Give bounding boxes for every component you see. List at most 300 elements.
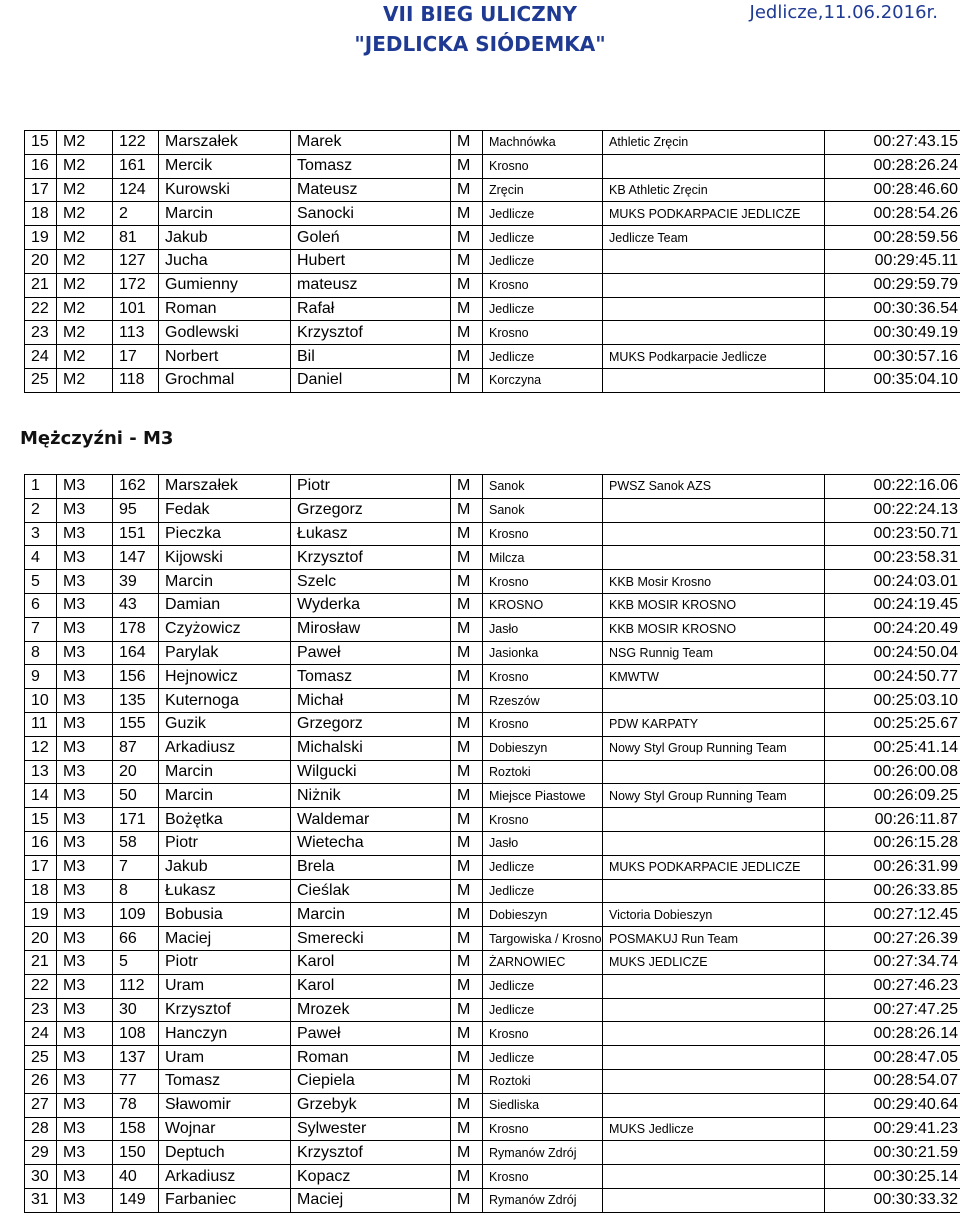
- city-cell: Jasło: [483, 831, 603, 855]
- firstname-cell: Roman: [291, 1046, 451, 1070]
- result-row: [25, 368, 960, 392]
- place-cell: 15: [25, 131, 57, 155]
- bib-cell: 109: [113, 903, 159, 927]
- club-cell: POSMAKUJ Run Team: [603, 927, 825, 951]
- sex-cell: M: [451, 570, 483, 594]
- firstname-cell: Wilgucki: [291, 760, 451, 784]
- surname-cell: Marcin: [159, 570, 291, 594]
- result-row: [25, 665, 960, 689]
- sex-cell: M: [451, 368, 483, 392]
- time-cell: 00:22:16.06: [825, 475, 960, 499]
- time-cell: 00:29:59.79: [825, 273, 960, 297]
- place-cell: 7: [25, 617, 57, 641]
- result-row: [25, 1093, 960, 1117]
- title-line-1: VII BIEG ULICZNY: [383, 2, 577, 26]
- bib-cell: 78: [113, 1093, 159, 1117]
- surname-cell: Arkadiusz: [159, 736, 291, 760]
- category-cell: M2: [57, 297, 113, 321]
- category-cell: M3: [57, 927, 113, 951]
- firstname-cell: Mrozek: [291, 998, 451, 1022]
- bib-cell: 178: [113, 617, 159, 641]
- club-cell: NSG Runnig Team: [603, 641, 825, 665]
- city-cell: Rymanów Zdrój: [483, 1188, 603, 1212]
- sex-cell: M: [451, 593, 483, 617]
- firstname-cell: Sylwester: [291, 1117, 451, 1141]
- bib-cell: 40: [113, 1165, 159, 1189]
- city-cell: Jedlicze: [483, 998, 603, 1022]
- surname-cell: Marcin: [159, 760, 291, 784]
- city-cell: ŻARNOWIEC: [483, 950, 603, 974]
- city-cell: Krosno: [483, 665, 603, 689]
- club-cell: [603, 1141, 825, 1165]
- category-cell: M3: [57, 712, 113, 736]
- time-cell: 00:24:20.49: [825, 617, 960, 641]
- firstname-cell: Daniel: [291, 368, 451, 392]
- firstname-cell: Wietecha: [291, 831, 451, 855]
- club-cell: [603, 760, 825, 784]
- bib-cell: 77: [113, 1069, 159, 1093]
- category-cell: M3: [57, 475, 113, 499]
- place-cell: 31: [25, 1188, 57, 1212]
- result-row: [25, 808, 960, 832]
- sex-cell: M: [451, 546, 483, 570]
- bib-cell: 124: [113, 178, 159, 202]
- result-row: [25, 202, 960, 226]
- surname-cell: Piotr: [159, 831, 291, 855]
- category-cell: M2: [57, 154, 113, 178]
- place-cell: 8: [25, 641, 57, 665]
- bib-cell: 8: [113, 879, 159, 903]
- time-cell: 00:27:34.74: [825, 950, 960, 974]
- club-cell: PWSZ Sanok AZS: [603, 475, 825, 499]
- sex-cell: M: [451, 321, 483, 345]
- bib-cell: 171: [113, 808, 159, 832]
- bib-cell: 122: [113, 131, 159, 155]
- surname-cell: Tomasz: [159, 1069, 291, 1093]
- sex-cell: M: [451, 903, 483, 927]
- place-cell: 16: [25, 831, 57, 855]
- sex-cell: M: [451, 808, 483, 832]
- firstname-cell: Kopacz: [291, 1165, 451, 1189]
- category-cell: M3: [57, 808, 113, 832]
- surname-cell: Marszałek: [159, 475, 291, 499]
- result-row: [25, 855, 960, 879]
- club-cell: [603, 1022, 825, 1046]
- category-cell: M2: [57, 178, 113, 202]
- club-cell: MUKS Podkarpacie Jedlicze: [603, 345, 825, 369]
- bib-cell: 172: [113, 273, 159, 297]
- firstname-cell: Brela: [291, 855, 451, 879]
- result-row: [25, 297, 960, 321]
- firstname-cell: Smerecki: [291, 927, 451, 951]
- club-cell: [603, 974, 825, 998]
- bib-cell: 147: [113, 546, 159, 570]
- result-row: [25, 689, 960, 713]
- sex-cell: M: [451, 1022, 483, 1046]
- city-cell: Miejsce Piastowe: [483, 784, 603, 808]
- firstname-cell: Szelc: [291, 570, 451, 594]
- time-cell: 00:24:03.01: [825, 570, 960, 594]
- sex-cell: M: [451, 1165, 483, 1189]
- place-cell: 26: [25, 1069, 57, 1093]
- sex-cell: M: [451, 879, 483, 903]
- club-cell: MUKS Jedlicze: [603, 1117, 825, 1141]
- category-cell: M3: [57, 1022, 113, 1046]
- surname-cell: Deptuch: [159, 1141, 291, 1165]
- place-cell: 13: [25, 760, 57, 784]
- category-cell: M3: [57, 641, 113, 665]
- club-cell: [603, 498, 825, 522]
- result-row: [25, 1141, 960, 1165]
- result-row: [25, 154, 960, 178]
- club-cell: [603, 522, 825, 546]
- sex-cell: M: [451, 345, 483, 369]
- sex-cell: M: [451, 736, 483, 760]
- place-cell: 19: [25, 226, 57, 250]
- club-cell: Athletic Zręcin: [603, 131, 825, 155]
- place-cell: 27: [25, 1093, 57, 1117]
- city-cell: Krosno: [483, 522, 603, 546]
- bib-cell: 108: [113, 1022, 159, 1046]
- sex-cell: M: [451, 297, 483, 321]
- surname-cell: Jakub: [159, 855, 291, 879]
- city-cell: Krosno: [483, 808, 603, 832]
- time-cell: 00:27:12.45: [825, 903, 960, 927]
- bib-cell: 127: [113, 249, 159, 273]
- club-cell: KKB MOSIR KROSNO: [603, 617, 825, 641]
- result-row: [25, 345, 960, 369]
- city-cell: Roztoki: [483, 760, 603, 784]
- category-cell: M3: [57, 736, 113, 760]
- firstname-cell: Grzegorz: [291, 498, 451, 522]
- category-cell: M3: [57, 1165, 113, 1189]
- club-cell: [603, 297, 825, 321]
- category-cell: M2: [57, 249, 113, 273]
- result-row: [25, 831, 960, 855]
- surname-cell: Fedak: [159, 498, 291, 522]
- sex-cell: M: [451, 498, 483, 522]
- category-cell: M3: [57, 831, 113, 855]
- sex-cell: M: [451, 273, 483, 297]
- sex-cell: M: [451, 760, 483, 784]
- bib-cell: 81: [113, 226, 159, 250]
- surname-cell: Kuternoga: [159, 689, 291, 713]
- place-cell: 9: [25, 665, 57, 689]
- time-cell: 00:23:58.31: [825, 546, 960, 570]
- surname-cell: Godlewski: [159, 321, 291, 345]
- result-row: [25, 760, 960, 784]
- category-cell: M2: [57, 202, 113, 226]
- city-cell: Roztoki: [483, 1069, 603, 1093]
- result-row: [25, 273, 960, 297]
- place-cell: 25: [25, 368, 57, 392]
- city-cell: Krosno: [483, 1117, 603, 1141]
- results-table-m2: [24, 130, 960, 393]
- firstname-cell: Ciepiela: [291, 1069, 451, 1093]
- result-row: [25, 736, 960, 760]
- place-cell: 22: [25, 974, 57, 998]
- result-row: [25, 498, 960, 522]
- category-cell: M3: [57, 617, 113, 641]
- club-cell: [603, 1165, 825, 1189]
- sex-cell: M: [451, 617, 483, 641]
- result-row: [25, 903, 960, 927]
- time-cell: 00:26:09.25: [825, 784, 960, 808]
- bib-cell: 39: [113, 570, 159, 594]
- bib-cell: 137: [113, 1046, 159, 1070]
- time-cell: 00:26:11.87: [825, 808, 960, 832]
- firstname-cell: Grzebyk: [291, 1093, 451, 1117]
- place-cell: 16: [25, 154, 57, 178]
- place-cell: 19: [25, 903, 57, 927]
- time-cell: 00:28:54.26: [825, 202, 960, 226]
- place-cell: 17: [25, 855, 57, 879]
- firstname-cell: Hubert: [291, 249, 451, 273]
- city-cell: Krosno: [483, 154, 603, 178]
- category-cell: M3: [57, 498, 113, 522]
- category-cell: M3: [57, 950, 113, 974]
- category-cell: M2: [57, 273, 113, 297]
- club-cell: [603, 831, 825, 855]
- bib-cell: 50: [113, 784, 159, 808]
- result-row: [25, 522, 960, 546]
- firstname-cell: Krzysztof: [291, 321, 451, 345]
- result-row: [25, 178, 960, 202]
- surname-cell: Uram: [159, 1046, 291, 1070]
- sex-cell: M: [451, 974, 483, 998]
- bib-cell: 151: [113, 522, 159, 546]
- category-cell: M2: [57, 226, 113, 250]
- result-row: [25, 1022, 960, 1046]
- category-cell: M3: [57, 546, 113, 570]
- club-cell: [603, 879, 825, 903]
- surname-cell: Marszałek: [159, 131, 291, 155]
- result-row: [25, 1165, 960, 1189]
- result-row: [25, 131, 960, 155]
- bib-cell: 2: [113, 202, 159, 226]
- surname-cell: Damian: [159, 593, 291, 617]
- firstname-cell: Łukasz: [291, 522, 451, 546]
- sex-cell: M: [451, 998, 483, 1022]
- place-cell: 21: [25, 950, 57, 974]
- surname-cell: Bobusia: [159, 903, 291, 927]
- city-cell: Dobieszyn: [483, 736, 603, 760]
- category-cell: M3: [57, 1093, 113, 1117]
- place-cell: 24: [25, 345, 57, 369]
- surname-cell: Hejnowicz: [159, 665, 291, 689]
- surname-cell: Norbert: [159, 345, 291, 369]
- category-cell: M2: [57, 131, 113, 155]
- club-cell: KKB Mosir Krosno: [603, 570, 825, 594]
- surname-cell: Parylak: [159, 641, 291, 665]
- result-row: [25, 1046, 960, 1070]
- firstname-cell: Krzysztof: [291, 546, 451, 570]
- city-cell: Jedlicze: [483, 202, 603, 226]
- club-cell: [603, 368, 825, 392]
- club-cell: Nowy Styl Group Running Team: [603, 736, 825, 760]
- result-row: [25, 1117, 960, 1141]
- club-cell: KB Athletic Zręcin: [603, 178, 825, 202]
- time-cell: 00:28:26.24: [825, 154, 960, 178]
- time-cell: 00:29:40.64: [825, 1093, 960, 1117]
- category-cell: M3: [57, 1141, 113, 1165]
- city-cell: KROSNO: [483, 593, 603, 617]
- time-cell: 00:24:19.45: [825, 593, 960, 617]
- firstname-cell: Waldemar: [291, 808, 451, 832]
- city-cell: Targowiska / Krosno: [483, 927, 603, 951]
- club-cell: MUKS PODKARPACIE JEDLICZE: [603, 855, 825, 879]
- surname-cell: Wojnar: [159, 1117, 291, 1141]
- sex-cell: M: [451, 1188, 483, 1212]
- firstname-cell: Marcin: [291, 903, 451, 927]
- time-cell: 00:27:43.15: [825, 131, 960, 155]
- sex-cell: M: [451, 665, 483, 689]
- club-cell: PDW KARPATY: [603, 712, 825, 736]
- bib-cell: 87: [113, 736, 159, 760]
- category-cell: M3: [57, 570, 113, 594]
- place-cell: 23: [25, 998, 57, 1022]
- city-cell: Machnówka: [483, 131, 603, 155]
- sex-cell: M: [451, 784, 483, 808]
- city-cell: Krosno: [483, 273, 603, 297]
- city-cell: Jedlicze: [483, 345, 603, 369]
- bib-cell: 112: [113, 974, 159, 998]
- club-cell: [603, 249, 825, 273]
- firstname-cell: Sanocki: [291, 202, 451, 226]
- bib-cell: 101: [113, 297, 159, 321]
- place-cell: 12: [25, 736, 57, 760]
- bib-cell: 113: [113, 321, 159, 345]
- time-cell: 00:30:49.19: [825, 321, 960, 345]
- category-cell: M2: [57, 321, 113, 345]
- bib-cell: 135: [113, 689, 159, 713]
- result-row: [25, 570, 960, 594]
- bib-cell: 149: [113, 1188, 159, 1212]
- place-cell: 18: [25, 202, 57, 226]
- time-cell: 00:26:31.99: [825, 855, 960, 879]
- bib-cell: 95: [113, 498, 159, 522]
- bib-cell: 58: [113, 831, 159, 855]
- city-cell: Zręcin: [483, 178, 603, 202]
- club-cell: [603, 154, 825, 178]
- bib-cell: 7: [113, 855, 159, 879]
- place-cell: 24: [25, 1022, 57, 1046]
- time-cell: 00:27:47.25: [825, 998, 960, 1022]
- time-cell: 00:30:33.32: [825, 1188, 960, 1212]
- club-cell: [603, 321, 825, 345]
- category-cell: M3: [57, 879, 113, 903]
- bib-cell: 150: [113, 1141, 159, 1165]
- city-cell: Krosno: [483, 570, 603, 594]
- surname-cell: Czyżowicz: [159, 617, 291, 641]
- bib-cell: 30: [113, 998, 159, 1022]
- category-cell: M3: [57, 665, 113, 689]
- bib-cell: 5: [113, 950, 159, 974]
- city-cell: Milcza: [483, 546, 603, 570]
- category-cell: M3: [57, 1188, 113, 1212]
- firstname-cell: Niżnik: [291, 784, 451, 808]
- place-cell: 20: [25, 927, 57, 951]
- sex-cell: M: [451, 1141, 483, 1165]
- surname-cell: Uram: [159, 974, 291, 998]
- result-row: [25, 321, 960, 345]
- surname-cell: Mercik: [159, 154, 291, 178]
- city-cell: Rymanów Zdrój: [483, 1141, 603, 1165]
- club-cell: Jedlicze Team: [603, 226, 825, 250]
- firstname-cell: Karol: [291, 974, 451, 998]
- sex-cell: M: [451, 1046, 483, 1070]
- surname-cell: Krzysztof: [159, 998, 291, 1022]
- place-cell: 5: [25, 570, 57, 594]
- place-cell: 6: [25, 593, 57, 617]
- club-cell: KKB MOSIR KROSNO: [603, 593, 825, 617]
- place-cell: 3: [25, 522, 57, 546]
- club-cell: KMWTW: [603, 665, 825, 689]
- time-cell: 00:23:50.71: [825, 522, 960, 546]
- city-cell: Dobieszyn: [483, 903, 603, 927]
- time-cell: 00:28:47.05: [825, 1046, 960, 1070]
- time-cell: 00:26:33.85: [825, 879, 960, 903]
- firstname-cell: Grzegorz: [291, 712, 451, 736]
- time-cell: 00:25:25.67: [825, 712, 960, 736]
- firstname-cell: Marek: [291, 131, 451, 155]
- city-cell: Jedlicze: [483, 879, 603, 903]
- time-cell: 00:25:41.14: [825, 736, 960, 760]
- category-cell: M3: [57, 760, 113, 784]
- place-cell: 22: [25, 297, 57, 321]
- bib-cell: 156: [113, 665, 159, 689]
- time-cell: 00:28:59.56: [825, 226, 960, 250]
- club-cell: [603, 273, 825, 297]
- club-cell: [603, 546, 825, 570]
- category-cell: M2: [57, 368, 113, 392]
- surname-cell: Hanczyn: [159, 1022, 291, 1046]
- time-cell: 00:29:45.11: [825, 249, 960, 273]
- result-row: [25, 475, 960, 499]
- surname-cell: Łukasz: [159, 879, 291, 903]
- title-line-2: "JEDLICKA SIÓDEMKA": [354, 32, 606, 56]
- place-cell: 1: [25, 475, 57, 499]
- firstname-cell: Piotr: [291, 475, 451, 499]
- club-cell: [603, 808, 825, 832]
- city-cell: Krosno: [483, 321, 603, 345]
- time-cell: 00:27:26.39: [825, 927, 960, 951]
- time-cell: 00:29:41.23: [825, 1117, 960, 1141]
- result-row: [25, 879, 960, 903]
- firstname-cell: Tomasz: [291, 154, 451, 178]
- time-cell: 00:27:46.23: [825, 974, 960, 998]
- category-cell: M3: [57, 689, 113, 713]
- city-cell: Jedlicze: [483, 1046, 603, 1070]
- city-cell: Siedliska: [483, 1093, 603, 1117]
- surname-cell: Maciej: [159, 927, 291, 951]
- firstname-cell: Krzysztof: [291, 1141, 451, 1165]
- city-cell: Jedlicze: [483, 297, 603, 321]
- city-cell: Jedlicze: [483, 249, 603, 273]
- time-cell: 00:24:50.77: [825, 665, 960, 689]
- place-cell: 11: [25, 712, 57, 736]
- firstname-cell: mateusz: [291, 273, 451, 297]
- bib-cell: 66: [113, 927, 159, 951]
- result-row: [25, 927, 960, 951]
- category-cell: M3: [57, 1117, 113, 1141]
- category-cell: M3: [57, 998, 113, 1022]
- category-cell: M3: [57, 903, 113, 927]
- result-row: [25, 712, 960, 736]
- bib-cell: 162: [113, 475, 159, 499]
- result-row: [25, 1069, 960, 1093]
- category-cell: M3: [57, 593, 113, 617]
